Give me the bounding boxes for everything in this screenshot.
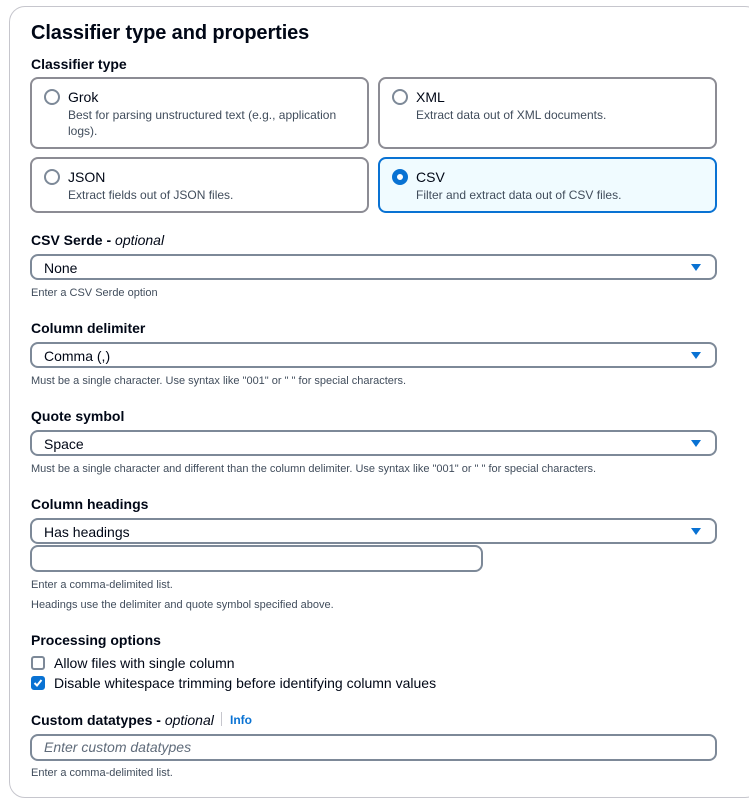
radio-xml[interactable] [392, 89, 408, 105]
processing-options-label: Processing options [31, 632, 161, 648]
optional-tag: optional [115, 232, 165, 248]
disable-whitespace-trimming-checkbox[interactable] [31, 676, 45, 690]
select-value: Has headings [44, 524, 130, 540]
radio-csv[interactable] [392, 169, 408, 185]
csv-serde-select[interactable] [30, 254, 717, 280]
column-headings-select[interactable] [30, 518, 717, 544]
column-headings-label: Column headings [31, 496, 149, 512]
radio-json[interactable] [44, 169, 60, 185]
select-value: None [44, 260, 78, 276]
label-text: CSV Serde - [31, 232, 116, 248]
allow-single-column-checkbox[interactable] [31, 656, 45, 670]
radio-grok[interactable] [44, 89, 60, 105]
classifier-type-label: Classifier type [31, 56, 127, 72]
column-delimiter-select[interactable] [30, 342, 717, 368]
column-headings-hint: Enter a comma-delimited list. [31, 579, 173, 591]
quote-symbol-label: Quote symbol [31, 408, 125, 424]
column-delimiter-label: Column delimiter [31, 320, 146, 336]
section-title: Classifier type and properties [31, 22, 310, 44]
option-title: CSV [416, 169, 445, 185]
column-headings-input-box[interactable] [30, 545, 483, 572]
quote-symbol-hint: Must be a single character and different than the column delimiter. Use syntax like "001" or " " for special characters. [31, 463, 597, 475]
csv-serde-label [31, 231, 164, 249]
option-description: Extract fields out of JSON files. [68, 188, 234, 202]
option-title: Grok [68, 89, 99, 105]
caret-down-icon [691, 440, 701, 447]
option-description: Extract data out of XML documents. [416, 108, 607, 122]
disable-whitespace-trimming-label[interactable]: Disable whitespace trimming before identifying column values [54, 675, 437, 691]
check-icon [33, 678, 43, 688]
option-title: XML [416, 89, 445, 105]
info-link[interactable]: Info [230, 713, 252, 727]
custom-datatypes-input-box[interactable] [30, 734, 717, 761]
custom-datatypes-hint: Enter a comma-delimited list. [31, 767, 173, 779]
custom-datatypes-input[interactable] [44, 738, 659, 756]
optional-tag: optional [164, 712, 214, 728]
option-description: Filter and extract data out of CSV files. [416, 188, 622, 202]
info-separator [221, 712, 222, 726]
column-headings-hint-secondary: Headings use the delimiter and quote symbol specified above. [31, 599, 334, 611]
classifier-option-json[interactable] [30, 157, 369, 213]
classifier-option-grok[interactable] [30, 77, 369, 149]
caret-down-icon [691, 352, 701, 359]
quote-symbol-select[interactable] [30, 430, 717, 456]
classifier-option-csv[interactable] [378, 157, 717, 213]
select-value: Comma (,) [44, 348, 111, 364]
allow-single-column-label[interactable]: Allow files with single column [54, 655, 235, 671]
column-delimiter-hint: Must be a single character. Use syntax like "001" or " " for special characters. [31, 375, 407, 387]
column-headings-input[interactable] [44, 549, 448, 567]
select-value: Space [44, 436, 84, 452]
custom-datatypes-label [31, 711, 214, 729]
csv-serde-hint: Enter a CSV Serde option [31, 287, 158, 299]
caret-down-icon [691, 528, 701, 535]
classifier-option-xml[interactable] [378, 77, 717, 149]
caret-down-icon [691, 264, 701, 271]
label-text: Custom datatypes - [31, 712, 165, 728]
option-description: Best for parsing unstructured text (e.g., application logs). [68, 108, 337, 138]
option-title: JSON [68, 169, 106, 185]
